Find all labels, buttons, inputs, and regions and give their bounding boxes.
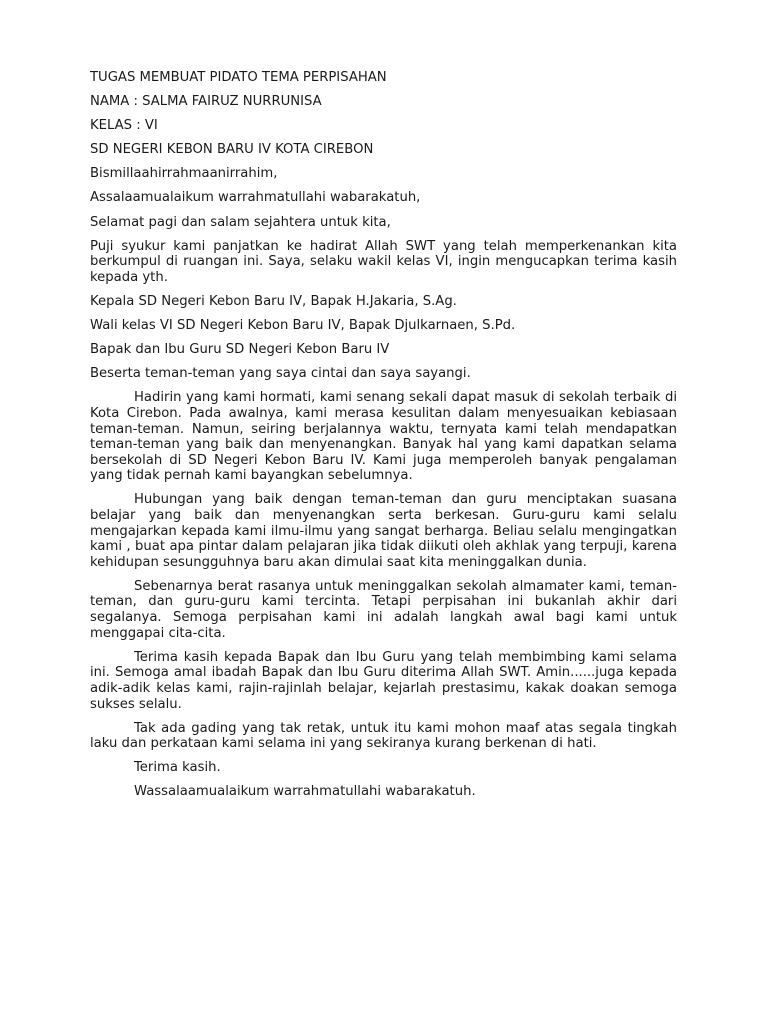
body-paragraph: Sebenarnya berat rasanya untuk meninggalkan sekolah almamater kami, teman-teman, dan guru-guru kami tercinta. Tetapi perpisahan ini bukanlah akhir dari segalanya. Semoga perpisahan kami ini adalah langkah awal bagi kami untuk menggapai cita-cita.: [90, 578, 677, 641]
closing-thanks: Terima kasih.: [134, 760, 221, 776]
addressee-friends: Beserta teman-teman yang saya cintai dan saya sayangi.: [90, 366, 471, 382]
greeting-line: Selamat pagi dan salam sejahtera untuk kita,: [90, 214, 391, 230]
document-content: [90, 70, 677, 808]
student-class: KELAS : VI: [90, 118, 158, 134]
addressee-principal: Kepala SD Negeri Kebon Baru IV, Bapak H.Jakaria, S.Ag.: [90, 293, 457, 309]
document-title: TUGAS MEMBUAT PIDATO TEMA PERPISAHAN: [90, 70, 387, 85]
body-paragraph: Terima kasih kepada Bapak dan Ibu Guru yang telah membimbing kami selama ini. Semoga amal ibadah Bapak dan Ibu Guru diterima Allah SWT. Amin......juga kepada adik-adik kelas kami, rajin-rajinlah belajar, kejarlah prestasimu, kakak doakan semoga sukses selalu.: [90, 649, 677, 712]
basmalah-line: Bismillaahirrahmaanirrahim,: [90, 166, 278, 182]
addressee-homeroom-teacher: Wali kelas VI SD Negeri Kebon Baru IV, Bapak Djulkarnaen, S.Pd.: [90, 318, 516, 334]
addressee-teachers: Bapak dan Ibu Guru SD Negeri Kebon Baru IV: [90, 342, 390, 358]
body-paragraph: Hubungan yang baik dengan teman-teman dan guru menciptakan suasana belajar yang baik dan menyenangkan serta berkesan. Guru-guru kami selalu mengajarkan kepada kami ilmu-ilmu yang sangat berharga. Beliau selalu mengingatkan kami , buat apa pintar dalam pelajaran jika tidak diikuti oleh akhlak yang terpuji, karena kehidupan sesungguhnya baru akan dimulai saat kita meninggalkan dunia.: [90, 492, 677, 570]
school-name: SD NEGERI KEBON BARU IV KOTA CIREBON: [90, 142, 374, 158]
student-name: NAMA : SALMA FAIRUZ NURRUNISA: [90, 94, 322, 110]
body-paragraph: Tak ada gading yang tak retak, untuk itu kami mohon maaf atas segala tingkah laku dan perkataan kami selama ini yang sekiranya kurang berkenan di hati.: [90, 720, 677, 752]
body-paragraph: Hadirin yang kami hormati, kami senang sekali dapat masuk di sekolah terbaik di Kota Cirebon. Pada awalnya, kami merasa kesulitan dalam menyesuaikan kebiasaan teman-teman. Namun, seiring berjalannya waktu, ternyata kami telah mendapatkan teman-teman yang baik dan menyenangkan. Banyak hal yang kami dapatkan selama bersekolah di SD Negeri Kebon Baru IV. Kami juga memperoleh banyak pengalaman yang tidak pernah kami bayangkan sebelumnya.: [90, 390, 677, 484]
gratitude-paragraph: Puji syukur kami panjatkan ke hadirat Allah SWT yang telah memperkenankan kita berkumpul di ruangan ini. Saya, selaku wakil kelas VI, ingin mengucapkan terima kasih kepada yth.: [90, 238, 677, 285]
closing-salam: Wassalaamualaikum warrahmatullahi wabarakatuh.: [134, 784, 476, 800]
opening-salam: Assalaamualaikum warrahmatullahi wabarakatuh,: [90, 190, 421, 206]
